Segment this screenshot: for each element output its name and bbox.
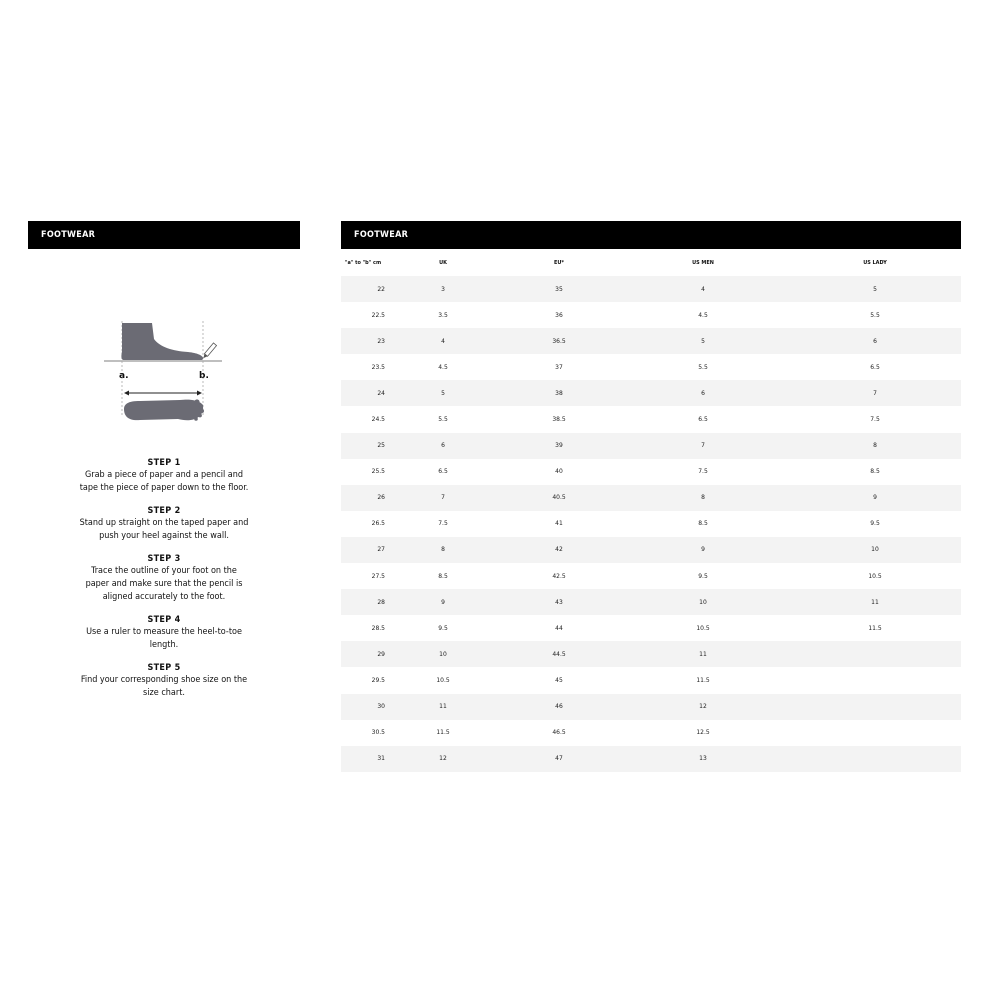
table-cell: 27.5 xyxy=(371,572,385,580)
table-cell: 6.5 xyxy=(870,363,880,371)
table-cell: 11 xyxy=(617,641,789,667)
column-header: UK xyxy=(439,259,447,266)
table-cell: 5.5 xyxy=(698,363,708,371)
step-title: STEP 1 xyxy=(147,458,181,468)
table-cell: 10.5 xyxy=(436,676,450,684)
table-cell: 30.5 xyxy=(371,729,385,737)
table-cell: 9.5 xyxy=(438,624,448,632)
table-cell: 5.5 xyxy=(870,311,880,319)
table-cell: 8.5 xyxy=(870,468,880,476)
step-text: Use a ruler to measure the heel-to-toe length. xyxy=(86,627,242,650)
table-cell: 4.5 xyxy=(438,363,448,371)
table-cell: 38.5 xyxy=(552,416,566,424)
step-text: Find your corresponding shoe size on the size chart. xyxy=(80,675,248,698)
table-cell: 22 xyxy=(341,276,385,302)
table-cell: 11.5 xyxy=(868,624,882,632)
steps-list xyxy=(28,457,300,711)
table-cell: 8 xyxy=(617,485,789,511)
table-cell: 4 xyxy=(617,276,789,302)
table-cell: 43 xyxy=(501,589,617,615)
table-cell: 12 xyxy=(385,746,501,772)
table-cell: 35 xyxy=(501,276,617,302)
measuring-guide xyxy=(28,221,300,698)
table-cell xyxy=(789,641,961,667)
table-cell: 6 xyxy=(789,328,961,354)
step-title: STEP 3 xyxy=(147,554,181,565)
column-header: EU* xyxy=(554,259,564,266)
column-header: US MEN xyxy=(692,259,714,266)
table-cell: 11 xyxy=(385,694,501,720)
table-cell: 25 xyxy=(341,433,385,459)
column-header: US LADY xyxy=(863,259,887,266)
table-row xyxy=(341,589,961,615)
guide-title: FOOTWEAR xyxy=(28,221,300,249)
table-row xyxy=(341,720,961,746)
table-cell: 5 xyxy=(789,276,961,302)
table-cell: 44 xyxy=(555,624,563,632)
table-cell: 23.5 xyxy=(371,363,385,371)
table-row xyxy=(341,641,961,667)
step-title: STEP 4 xyxy=(147,615,181,626)
table-cell: 40 xyxy=(555,468,563,476)
table-row xyxy=(341,746,961,772)
table-row xyxy=(341,537,961,563)
step-5 xyxy=(28,662,300,699)
table-cell: 7 xyxy=(789,380,961,406)
table-cell: 5 xyxy=(385,380,501,406)
table-cell: 44.5 xyxy=(501,641,617,667)
table-cell: 7.5 xyxy=(438,520,448,528)
table-cell: 6 xyxy=(385,433,501,459)
table-cell: 10 xyxy=(789,537,961,563)
chart-title: FOOTWEAR xyxy=(341,221,961,249)
table-cell: 3.5 xyxy=(438,311,448,319)
table-cell: 29 xyxy=(341,641,385,667)
table-cell: 42.5 xyxy=(552,572,566,580)
table-cell: 9 xyxy=(617,537,789,563)
table-cell xyxy=(789,746,961,772)
table-row xyxy=(341,615,961,641)
size-table xyxy=(341,249,961,772)
table-cell: 36 xyxy=(555,311,563,319)
table-cell: 11.5 xyxy=(696,676,710,684)
table-cell xyxy=(789,720,961,746)
table-cell: 8.5 xyxy=(698,520,708,528)
table-cell: 5.5 xyxy=(438,416,448,424)
table-row xyxy=(341,276,961,302)
foot-side-icon xyxy=(121,323,203,360)
table-cell: 30 xyxy=(341,694,385,720)
table-cell: 13 xyxy=(617,746,789,772)
step-2 xyxy=(28,505,300,542)
table-body xyxy=(341,276,961,772)
table-cell: 6.5 xyxy=(698,416,708,424)
table-row xyxy=(341,380,961,406)
step-text: Stand up straight on the taped paper and push your heel against the wall. xyxy=(79,518,249,541)
step-title: STEP 5 xyxy=(147,663,181,674)
table-row xyxy=(341,511,961,537)
table-cell: 9 xyxy=(789,485,961,511)
table-cell: 8.5 xyxy=(438,572,448,580)
table-cell: 37 xyxy=(555,363,563,371)
table-cell: 24 xyxy=(341,380,385,406)
step-title: STEP 2 xyxy=(147,506,181,517)
table-cell: 26 xyxy=(341,485,385,511)
table-cell: 28 xyxy=(341,589,385,615)
label-b: b. xyxy=(199,371,209,381)
table-cell: 8 xyxy=(385,537,501,563)
table-cell: 10.5 xyxy=(868,572,882,580)
label-a: a. xyxy=(119,371,129,381)
table-row xyxy=(341,459,961,485)
table-cell: 40.5 xyxy=(501,485,617,511)
step-text: Grab a piece of paper and a pencil and tape the piece of paper down to the floor. xyxy=(79,470,249,493)
table-row xyxy=(341,406,961,432)
table-cell: 36.5 xyxy=(501,328,617,354)
table-cell xyxy=(789,667,961,693)
table-cell: 12.5 xyxy=(696,729,710,737)
table-cell: 8 xyxy=(789,433,961,459)
step-3 xyxy=(28,553,300,603)
table-cell: 45 xyxy=(555,676,563,684)
table-row xyxy=(341,694,961,720)
table-cell: 10 xyxy=(385,641,501,667)
table-cell: 7.5 xyxy=(698,468,708,476)
table-cell: 7.5 xyxy=(870,416,880,424)
step-text: Trace the outline of your foot on the paper and make sure that the pencil is aligned accurately to the foot. xyxy=(85,566,243,602)
table-cell: 47 xyxy=(501,746,617,772)
table-row xyxy=(341,563,961,589)
table-row xyxy=(341,354,961,380)
table-cell: 41 xyxy=(555,520,563,528)
table-cell: 25.5 xyxy=(371,468,385,476)
table-row xyxy=(341,667,961,693)
step-4 xyxy=(28,614,300,651)
table-cell: 7 xyxy=(617,433,789,459)
table-cell: 42 xyxy=(501,537,617,563)
table-cell: 11.5 xyxy=(436,729,450,737)
table-row xyxy=(341,328,961,354)
table-row xyxy=(341,302,961,328)
table-cell: 46.5 xyxy=(552,729,566,737)
table-cell: 38 xyxy=(501,380,617,406)
table-cell: 4.5 xyxy=(698,311,708,319)
table-cell: 29.5 xyxy=(371,676,385,684)
table-cell: 46 xyxy=(501,694,617,720)
table-cell: 4 xyxy=(385,328,501,354)
table-cell: 9.5 xyxy=(698,572,708,580)
table-cell: 24.5 xyxy=(371,416,385,424)
table-cell: 39 xyxy=(501,433,617,459)
table-cell: 9 xyxy=(385,589,501,615)
table-row xyxy=(341,433,961,459)
pencil-icon xyxy=(202,343,217,359)
table-cell: 9.5 xyxy=(870,520,880,528)
step-1 xyxy=(28,457,300,494)
table-cell: 5 xyxy=(617,328,789,354)
table-header-row xyxy=(341,249,961,276)
table-row xyxy=(341,485,961,511)
table-cell: 31 xyxy=(341,746,385,772)
table-cell: 28.5 xyxy=(371,624,385,632)
table-cell: 10.5 xyxy=(696,624,710,632)
table-cell xyxy=(789,694,961,720)
table-cell: 22.5 xyxy=(371,311,385,319)
size-chart xyxy=(341,221,961,772)
table-cell: 3 xyxy=(385,276,501,302)
table-cell: 26.5 xyxy=(371,520,385,528)
table-cell: 7 xyxy=(385,485,501,511)
table-cell: 6.5 xyxy=(438,468,448,476)
table-cell: 11 xyxy=(789,589,961,615)
foot-top-icon xyxy=(124,400,203,421)
table-cell: 27 xyxy=(341,537,385,563)
table-cell: 10 xyxy=(617,589,789,615)
table-cell: 12 xyxy=(617,694,789,720)
table-cell: 23 xyxy=(341,328,385,354)
column-header: "a" to "b" cm xyxy=(344,259,382,266)
table-cell: 6 xyxy=(617,380,789,406)
